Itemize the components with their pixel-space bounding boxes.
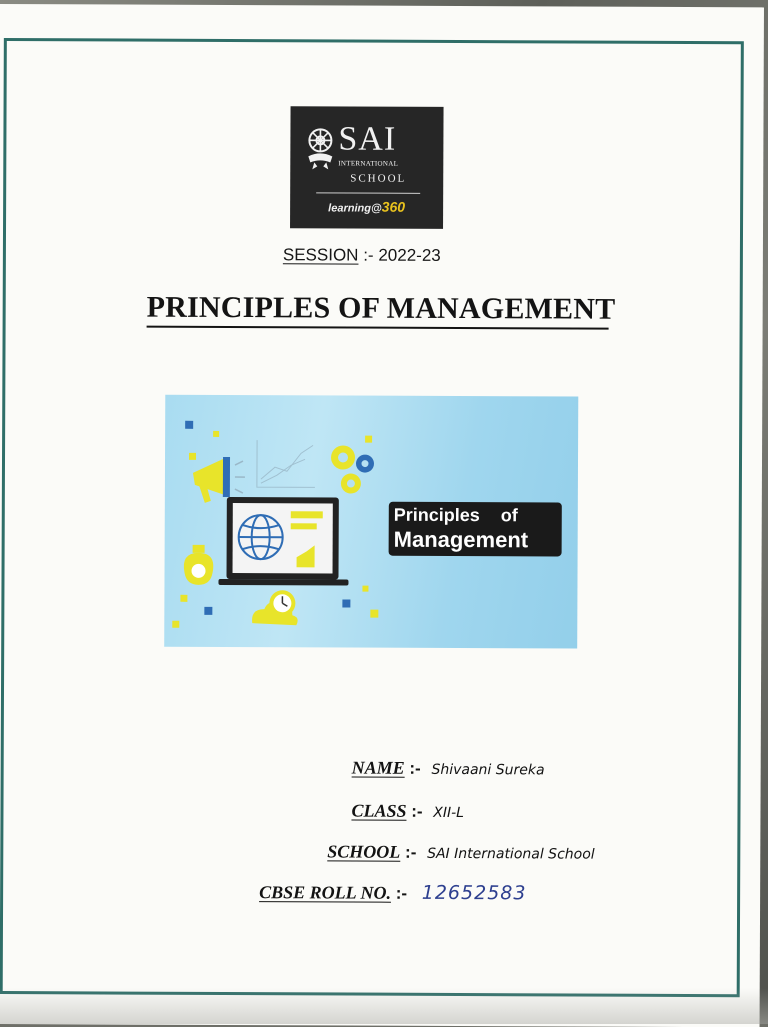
class-separator: :-: [411, 802, 422, 821]
logo-international: INTERNATIONAL: [338, 159, 398, 167]
banner-label: [389, 502, 562, 557]
session-label: SESSION: [283, 245, 359, 264]
school-logo: [290, 106, 444, 229]
class-field: [351, 801, 464, 822]
school-field: [327, 841, 594, 863]
name-label: NAME: [352, 758, 405, 778]
roll-number-value: 12652583: [422, 882, 527, 904]
page-title: PRINCIPLES OF MANAGEMENT: [147, 291, 609, 330]
chart-icon: [257, 440, 315, 487]
subject-banner: [164, 395, 578, 649]
name-value: Shivaani Sureka: [431, 762, 544, 778]
school-separator: :-: [405, 843, 416, 862]
gear-icon: [331, 445, 374, 493]
cover-page: [0, 4, 764, 1027]
logo-tagline-prefix: learning@: [328, 202, 382, 214]
school-value: SAI International School: [427, 846, 595, 863]
class-label: CLASS: [351, 801, 406, 821]
logo-tagline: [290, 198, 443, 215]
roll-number-label: CBSE ROLL NO.: [259, 882, 391, 903]
money-bag-icon: [184, 545, 214, 585]
name-field: [352, 758, 545, 780]
cloud-clock-icon: [252, 590, 298, 625]
name-separator: :-: [409, 759, 420, 778]
roll-number-separator: :-: [396, 884, 407, 903]
logo-brand: SAI: [338, 122, 396, 156]
logo-school-word: SCHOOL: [350, 173, 406, 185]
roll-number-field: [259, 881, 526, 904]
class-value: XII-L: [433, 805, 464, 821]
school-label: SCHOOL: [327, 841, 400, 861]
session-line: [283, 245, 441, 266]
logo-tagline-number: 360: [382, 199, 405, 215]
sai-emblem-icon: [302, 126, 338, 170]
laptop-icon: [218, 497, 348, 586]
page-bottom-shadow: [0, 988, 768, 1024]
megaphone-icon: [193, 457, 245, 503]
session-separator: :-: [363, 246, 373, 265]
session-value: 2022-23: [378, 246, 440, 265]
logo-divider: [316, 192, 420, 193]
banner-line1: Principles of: [394, 505, 518, 527]
banner-line2: Management: [394, 527, 529, 554]
